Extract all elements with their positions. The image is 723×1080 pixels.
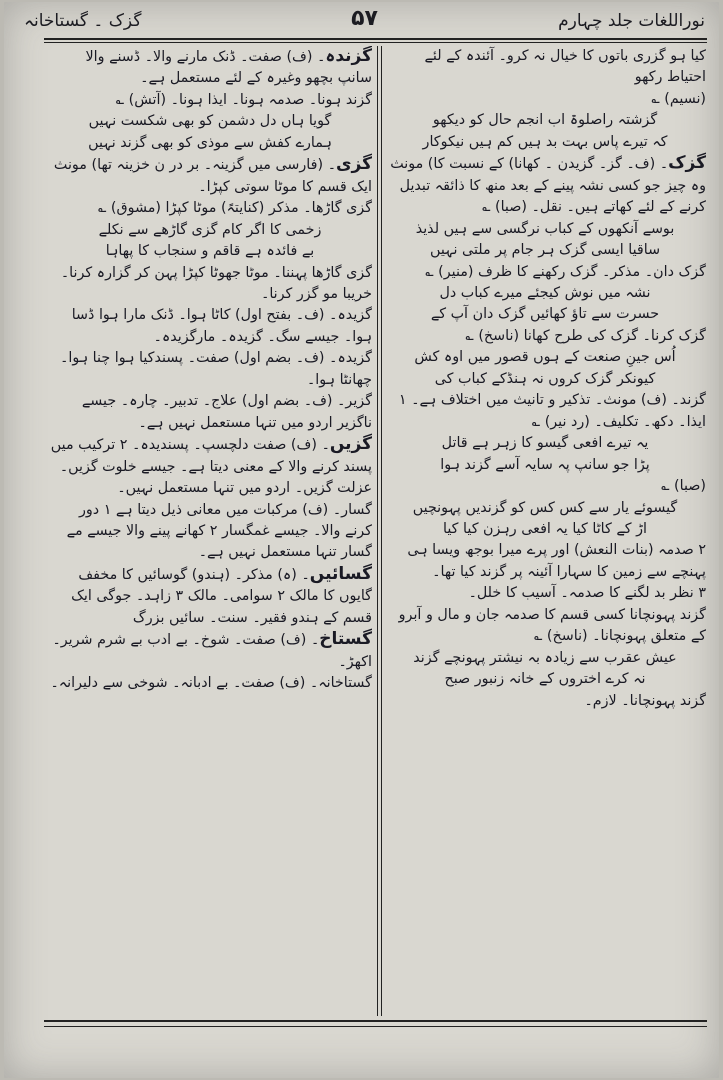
entry-text: اڑ کے کاٹا کیا یہ افعی رہزن کیا کیا [443,520,647,537]
entry-text: حسرت سے تاؤ کھائیں گزک دان آپ کے [430,306,660,323]
entry-text: بوسے آنکھوں کے کباب نرگسی سے ہیں لذیذ [415,220,675,237]
entry-text: کیونکر گزک کروں نہ ہنڈکے کباب کی [434,370,656,387]
dictionary-entry [384,46,706,89]
dictionary-entry [48,305,372,348]
dictionary-entry [48,263,372,306]
dictionary-entry [384,390,706,433]
verse-line [384,347,706,368]
entry-text: گزند پہونچانا کسی قسم کا صدمہ جان و مال و آبرو کے متعلق پہونچانا۔ (ناسخ) ؎ [398,606,706,645]
headword: گستاخ [319,629,372,650]
entry-text: نہ کرے اختروں کے خانہ زنبور صبح [444,671,646,688]
dictionary-entry [48,673,372,694]
entry-text: ہمارے کفش سے موذی کو بھی گزند نہیں [88,134,332,151]
entry-text: عیش عقرب سے زیادہ بہ نیشتر پہونچے گزند [413,649,677,666]
headword: گسائیں [309,563,372,584]
dictionary-entry [384,262,706,283]
verse-line [384,369,706,390]
verse-line [48,241,372,262]
entry-text: ۔ (ہ) مذکر۔ (ہندو) گوسائیں کا مخفف گایوں کا مالک ۲ سوامی۔ مالک ۳ زاہد۔ جوگی ایک قسم کے ہندو فقیر۔ سنت۔ سائیں بزرگ [71,566,372,626]
dictionary-entry [384,153,706,218]
verse-line [384,648,706,669]
verse-line [384,669,706,690]
left-column [48,46,372,1016]
dictionary-entry [48,564,372,629]
page-number: ۵۷ [351,6,378,31]
entry-text: (صبا) ؎ [661,478,706,495]
header-rule [44,38,707,40]
entry-text: ۔ (فارسی میں گزینہ۔ بر در ن خزینہ تھا) مونث ایک قسم کا موٹا سوتی کپڑا۔ [53,157,372,195]
entry-text: گزی گاڑھا۔ مذکر (کنایتہً) موٹا کپڑا (مشوق) ؎ [98,200,372,217]
dictionary-entry [48,500,372,564]
dictionary-page [4,2,719,1078]
entry-text: گزند ہونا۔ صدمہ ہونا۔ ایذا ہونا۔ (آتش) ؎ [115,91,372,108]
entry-text: گزند۔ (ف) مونث۔ تذکیر و تانیث میں اختلاف ہے۔ ۱ ایذا۔ دکھ۔ تکلیف۔ (رد نیر) ؎ [398,392,706,430]
dictionary-entry [384,89,706,110]
entry-text: گزک دان۔ مذکر۔ گزک رکھنے کا ظرف (منیر) ؎ [425,263,706,280]
verse-line [384,455,706,476]
entry-text: کیا ہو گزری باتوں کا خیال نہ کرو۔ آئندہ کے لئے احتیاط رکھو [424,48,706,86]
headword: گزیں [329,434,372,455]
dictionary-entry [48,46,372,90]
headword: گزندہ [325,46,372,66]
column-divider [377,46,382,1016]
verse-line [384,304,706,325]
entry-text: پڑا جو سانپ پہ سایہ آسے گزند ہوا [440,456,650,473]
entry-text: گزیدہ۔ (ف۔ بضم اول) صفت۔ پسندکیا ہوا چنا ہوا۔ چھانٹا ہوا۔ [60,350,372,388]
verse-line [384,433,706,454]
footer-rule-inner [44,1026,707,1027]
book-volume-title: نوراللغات جلد چہارم [558,11,705,31]
entry-text: بے فائدہ ہے قاقم و سنجاب کا پھاہا [105,243,315,260]
entry-text: ساقیا ایسی گزک ہر جام پر ملتی نہیں [429,242,661,259]
entry-text: گزند پہونچانا۔ لازم۔ [584,692,706,709]
entry-text: گزشتہ راصلوۃ اب انجم حال کو دیکھو [432,112,658,129]
entry-text: ۔ (ف) صفت۔ شوخ۔ بے ادب بے شرم شریر۔ اکھڑ۔ [52,632,372,670]
entry-text: اُس جینِ صنعت کے ہوں قصور میں اوہ کش [414,349,676,366]
entry-text: گویا ہاں دل دشمن کو بھی شکست نہیں [88,113,332,130]
entry-text: گستاخانہ۔ (ف) صفت۔ بے ادبانہ۔ شوخی سے دلیرانہ۔ [50,675,372,692]
right-column [384,46,706,1016]
entry-text: گیسوئے یار سے کس کس کو گزندیں پہونچیں [412,499,678,516]
entry-text: ۔ (ف) صفت۔ ڈنک مارنے والا۔ ڈسنے والا سانپ بچھو وغیرہ کے لئے مستعمل ہے۔ [85,49,372,87]
verse-line [384,283,706,304]
verse-line [384,110,706,131]
verse-line [384,240,706,261]
headword: گزک [668,153,706,174]
page-header [24,6,705,36]
entry-text: ۳ نظر بد لگنے کا صدمہ۔ آسیب کا خلل۔ [468,585,706,602]
entry-text: (نسیم) ؎ [651,90,706,107]
dictionary-entry [384,583,706,604]
dictionary-entry [48,391,372,434]
entry-text: گسار۔ (ف) مرکبات میں معانی ذیل دیتا ہے ۱ دور کرنے والا۔ جیسے غمگسار ۲ کھانے پینے والا جیسے مے گسار تنہا مستعمل نہیں ہے۔ [66,501,372,561]
verse-line [48,111,372,132]
dictionary-entry [384,540,706,583]
verse-line [48,220,372,241]
entry-text: زخمی کا اگر کام گزی گاڑھے سے نکلے [98,221,322,238]
dictionary-entry [384,691,706,712]
entry-text: نشہ میں نوش کیجئے میرے کباب دل [439,284,651,301]
verse-line [384,519,706,540]
verse-line [48,133,372,154]
dictionary-entry [48,434,372,499]
entry-text: ۔ (ف۔ گز۔ گزیدن ۔ کھانا) کے نسبت کا) مونث وہ چیز جو کسی نشہ پینے کے بعد منھ کا ذائقہ تبدیل کرنے کے لئے کھاتے ہیں۔ نقل۔ (صبا) ؎ [390,156,706,216]
entry-text: ۲ صدمہ (بنات النعش) اور پرے میرا بوجھ ویسا ہی پہنچے سے زمین کا سہارا آئینہ پر گزند کیا تھا۔ [407,542,706,580]
dictionary-entry [48,348,372,391]
dictionary-entry [384,605,706,648]
entry-text: گزک کرنا۔ گزک کی طرح کھانا (ناسخ) ؎ [465,327,706,344]
entry-text: کہ تیرے پاس بہت بد ہیں کم ہیں نیکوکار [422,133,668,150]
entry-text: گزیدہ۔ (ف۔ بفتح اول) کاٹا ہوا۔ ڈنک مارا ہوا ڈسا ہوا۔ جیسے سگ۔ گزیدہ۔ مارگزیدہ۔ [71,307,372,345]
entry-text: یہ تیرے افعی گیسو کا زہر ہے قاتل [441,435,649,452]
dictionary-entry [48,90,372,111]
dictionary-entry [384,326,706,347]
guide-words: گزک ۔ گستاخانہ [24,11,142,31]
entry-text: گزیر۔ (ف۔ بضم اول) علاج۔ تدبیر۔ چارہ۔ جیسے ناگزیر اردو میں تنہا مستعمل نہیں ہے۔ [81,393,372,431]
headword: گزی [335,154,372,175]
footer-rule [44,1020,707,1022]
verse-line [384,498,706,519]
dictionary-entry [48,154,372,198]
dictionary-entry [48,198,372,219]
dictionary-entry [48,629,372,673]
verse-line [384,219,706,240]
verse-line [384,132,706,153]
dictionary-entry [384,476,706,497]
entry-text: گزی گاڑھا پہننا۔ موٹا جھوٹا کپڑا پہن کر گزارہ کرنا۔ خریبا مو گزر کرنا۔ [60,264,372,302]
header-rule-inner [44,42,707,43]
entry-text: ۔ (ف) صفت دلچسپ۔ پسندیدہ۔ ۲ ترکیب میں پسند کرنے والا کے معنی دیتا ہے۔ جیسے خلوت گزیں۔ عزلت گزیں۔ اردو میں تنہا مستعمل نہیں۔ [50,437,372,497]
